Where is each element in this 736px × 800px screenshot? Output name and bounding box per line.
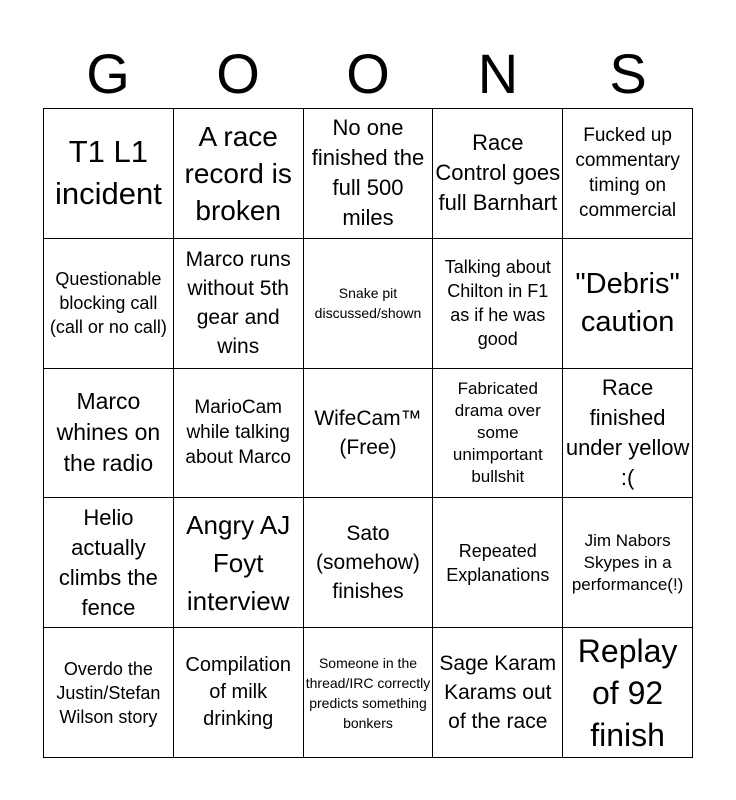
cell-text: Someone in the thread/IRC correctly predicts something bonkers xyxy=(305,654,431,731)
bingo-board xyxy=(43,108,693,758)
cell-text: Jim Nabors Skypes in a performance(!) xyxy=(571,530,684,594)
cell-text: MarioCam while talking about Marco xyxy=(185,397,291,469)
cell-text: "Debris" caution xyxy=(575,268,680,339)
cell-text: Talking about Chilton in F1 as if he was good xyxy=(444,257,551,350)
bingo-cell[interactable] xyxy=(433,369,563,499)
bingo-cell[interactable] xyxy=(174,109,304,239)
bingo-cell[interactable] xyxy=(563,239,693,369)
cell-text: Fabricated drama over some unimportant bullshit xyxy=(452,378,543,486)
cell-text: Replay of 92 finish xyxy=(577,632,678,753)
bingo-cell[interactable] xyxy=(44,109,174,239)
cell-text: Angry AJ Foyt interview xyxy=(186,509,291,616)
cell-text: Snake pit discussed/shown xyxy=(314,285,422,322)
cell-text: Race finished under yellow :( xyxy=(565,374,690,490)
bingo-cell[interactable] xyxy=(563,628,693,758)
cell-text: A race record is broken xyxy=(184,120,292,226)
cell-text: Overdo the Justin/Stefan Wilson story xyxy=(56,658,161,727)
bingo-cell[interactable] xyxy=(563,369,693,499)
cell-text: Questionable blocking call (call or no call) xyxy=(49,269,167,338)
cell-text: WifeCam™ (Free) xyxy=(314,406,422,459)
cell-text: Sato (somehow) finishes xyxy=(316,522,420,604)
bingo-cell[interactable] xyxy=(563,498,693,628)
bingo-cell[interactable] xyxy=(44,628,174,758)
cell-text: Marco whines on the radio xyxy=(56,388,161,477)
bingo-cell[interactable] xyxy=(174,239,304,369)
bingo-cell[interactable] xyxy=(174,498,304,628)
cell-text: No one finished the full 500 miles xyxy=(311,115,425,231)
bingo-cell[interactable] xyxy=(304,498,434,628)
bingo-cell[interactable] xyxy=(433,109,563,239)
cell-text: Repeated Explanations xyxy=(446,540,550,585)
bingo-cell[interactable] xyxy=(44,498,174,628)
bingo-cell[interactable] xyxy=(563,109,693,239)
cell-text: Fucked up commentary timing on commercial xyxy=(575,125,680,222)
bingo-cell[interactable] xyxy=(433,498,563,628)
bingo-cell[interactable] xyxy=(304,109,434,239)
header-letter: G xyxy=(86,42,130,105)
header-letter: O xyxy=(346,42,390,105)
header-letter: N xyxy=(477,42,519,105)
bingo-cell[interactable] xyxy=(44,239,174,369)
bingo-cell[interactable] xyxy=(174,369,304,499)
cell-text: Compilation of milk drinking xyxy=(185,654,291,731)
cell-text: Sage Karam Karams out of the race xyxy=(439,652,557,734)
cell-text: Helio actually climbs the fence xyxy=(58,504,158,620)
cell-text: Marco runs without 5th gear and wins xyxy=(185,248,291,359)
header-letter: O xyxy=(216,42,260,105)
bingo-cell[interactable] xyxy=(174,628,304,758)
cell-text: Race Control goes full Barnhart xyxy=(435,130,561,216)
bingo-cell[interactable] xyxy=(304,369,434,499)
bingo-cell[interactable] xyxy=(433,628,563,758)
cell-text: T1 L1 incident xyxy=(54,134,162,212)
bingo-cell[interactable] xyxy=(44,369,174,499)
bingo-cell[interactable] xyxy=(433,239,563,369)
bingo-cell[interactable] xyxy=(304,628,434,758)
header-letter: S xyxy=(609,42,647,105)
bingo-header xyxy=(43,40,693,108)
free-space-cell[interactable] xyxy=(304,239,434,369)
